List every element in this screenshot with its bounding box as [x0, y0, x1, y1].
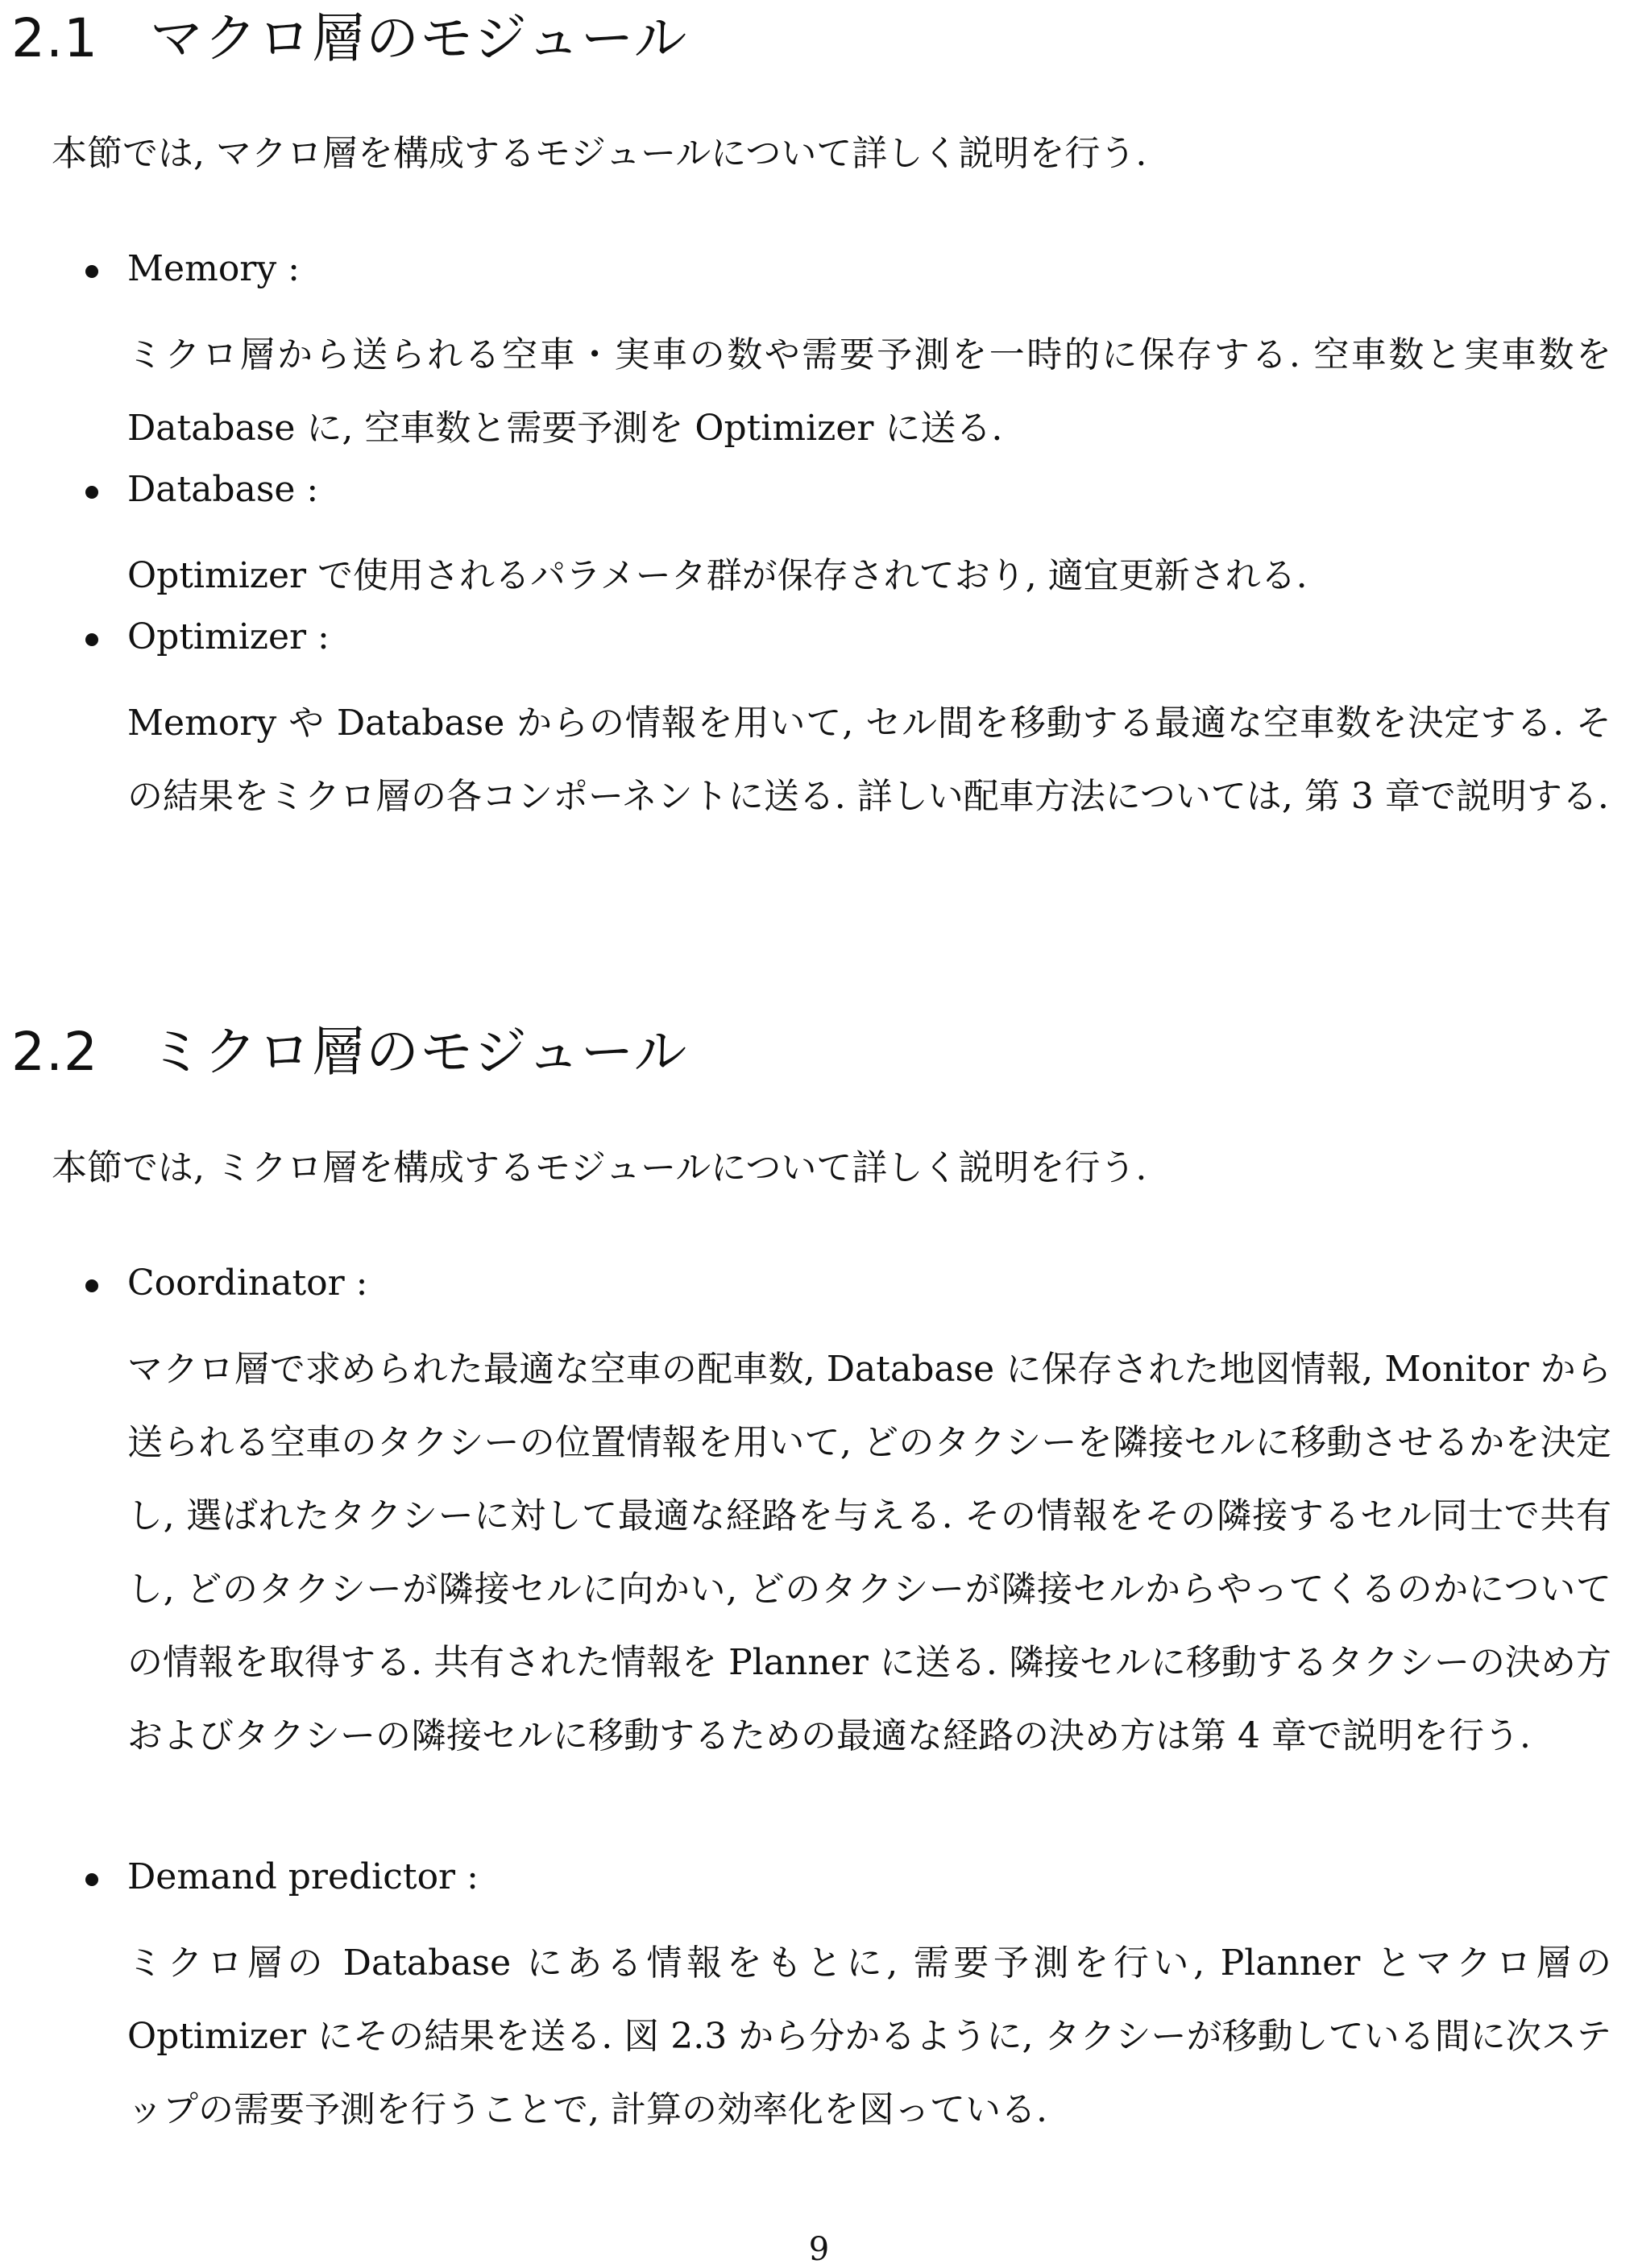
section-heading-2-2	[11, 1020, 687, 1084]
section-heading-2-1	[11, 6, 687, 71]
bullet-icon	[85, 486, 98, 499]
page-number: 9	[808, 2231, 830, 2268]
list-item-description: ミクロ層から送られる空車・実車の数や需要予測を一時的に保存する. 空車数と実車数を Database に, 空車数と需要予測を Optimizer に送る.	[127, 334, 1611, 449]
list-item-description: Optimizer で使用されるパラメータ群が保存されており, 適宜更新される.	[127, 555, 1308, 596]
list-item-description: ミクロ層の Database にある情報をもとに, 需要予測を行い, Planner とマクロ層の Optimizer にその結果を送る. 図 2.3 から分かるように, タクシーが移動している間に次ステップの需要予測を行うことで, 計算の効率化を図っている.	[127, 1943, 1611, 2130]
bullet-icon	[85, 1279, 98, 1292]
list-item-term: Optimizer :	[127, 616, 330, 657]
section-title: マクロ層のモジュール	[150, 7, 688, 69]
list-item-term: Demand predictor :	[127, 1856, 479, 1897]
section-intro-paragraph: 本節では, マクロ層を構成するモジュールについて詳しく説明を行う.	[52, 133, 1147, 174]
list-item-description: マクロ層で求められた最適な空車の配車数, Database に保存された地図情報, Monitor から送られる空車のタクシーの位置情報を用いて, どのタクシーを隣接セルに移動させるかを決定し, 選ばれたタクシーに対して最適な経路を与える. その情報をその隣接するセル同士で共有し, どのタクシーが隣接セルに向かい, どのタクシーが隣接セルからやってくるのかについての情報を取得する. 共有された情報を Planner に送る. 隣接セルに移動するタクシーの決め方およびタクシーの隣接セルに移動するための最適な経路の決め方は第 4 章で説明を行う.	[127, 1349, 1611, 1756]
list-item-term: Coordinator :	[127, 1263, 368, 1304]
list-item-description: Memory や Database からの情報を用いて, セル間を移動する最適な空車数を決定する. その結果をミクロ層の各コンポーネントに送る. 詳しい配車方法については, 第 3 章で説明する.	[127, 703, 1611, 817]
bullet-icon	[85, 265, 98, 278]
section-intro-paragraph: 本節では, ミクロ層を構成するモジュールについて詳しく説明を行う.	[52, 1147, 1147, 1188]
list-item-term: Database :	[127, 469, 319, 510]
section-number: 2.1	[11, 7, 98, 69]
bullet-icon	[85, 1873, 98, 1886]
list-item-term: Memory :	[127, 248, 301, 289]
section-number: 2.2	[11, 1021, 98, 1083]
section-title: ミクロ層のモジュール	[150, 1021, 688, 1083]
bullet-icon	[85, 633, 98, 646]
